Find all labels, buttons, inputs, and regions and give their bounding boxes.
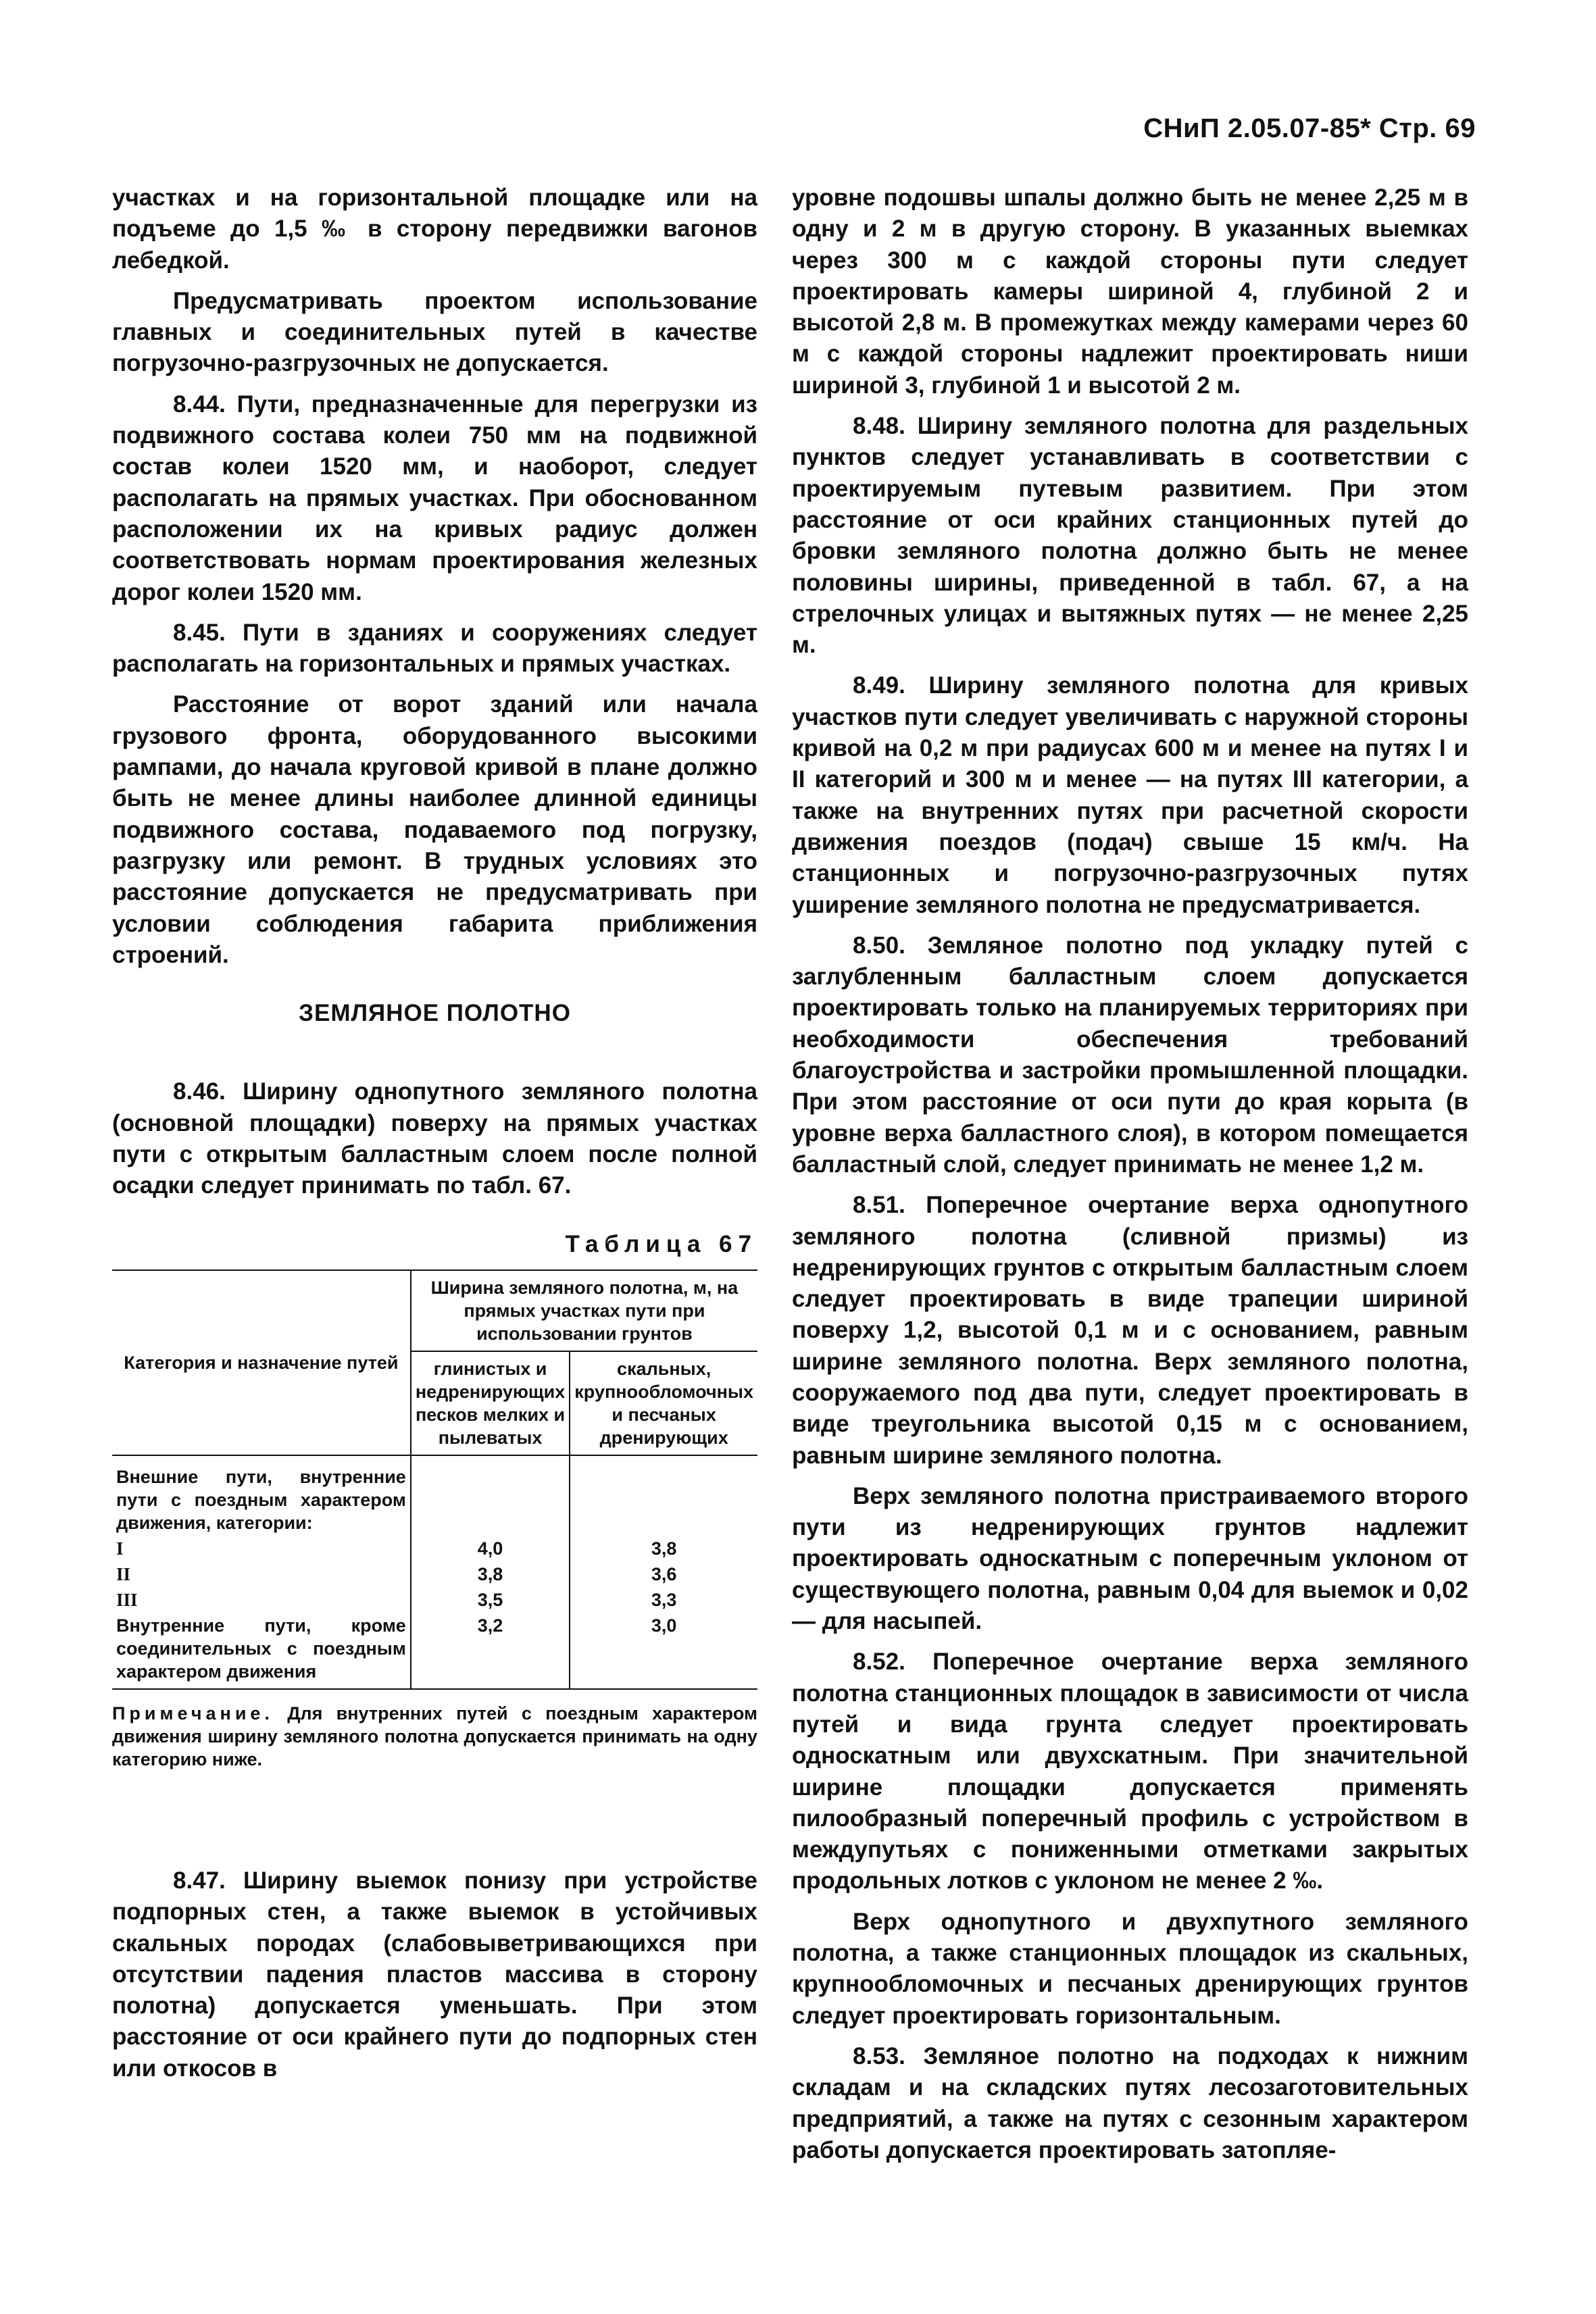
- section-text: Пути, предназначенные для перегрузки из подвижного состава колеи 750 мм на подвижной состав колеи 1520 мм, и наоборот, следует располагать на прямых участках. При обоснованном расположении их на кривых радиус должен соответствовать нормам проектирования железных дорог колеи 1520 мм.: [112, 391, 757, 605]
- table-cell: 3,5: [411, 1587, 570, 1613]
- section-number: 8.45.: [173, 619, 226, 646]
- table-cell: 3,2: [411, 1613, 570, 1689]
- table-cell-label: Внутренние пути, кроме соединительных с поездным характером движения: [116, 1615, 406, 1682]
- section-8-45: [112, 618, 757, 680]
- table-row: [112, 1613, 757, 1689]
- table-cell: 3,8: [411, 1561, 570, 1587]
- left-column: [112, 182, 757, 2094]
- section-8-51: [792, 1190, 1468, 1472]
- table-cell: 3,6: [570, 1561, 757, 1587]
- table-header-group: Ширина земляного полотна, м, на прямых участках пути при использовании грунтов: [411, 1270, 757, 1351]
- running-head: СНиП 2.05.07-85* Стр. 69: [1143, 114, 1476, 143]
- table-note: [112, 1702, 757, 1771]
- table-row-group-label: Внешние пути, внутренние пути с поездным характером движения, категории:: [116, 1466, 406, 1533]
- section-8-52: [792, 1646, 1468, 1896]
- note-label: Примечание.: [112, 1703, 274, 1724]
- table-subheader-2: скальных, крупнообломочных и песчаных дренирующих: [570, 1351, 757, 1455]
- table-cell-label: III: [116, 1589, 138, 1610]
- table-cell: 4,0: [411, 1536, 570, 1561]
- table-cell: 3,8: [570, 1536, 757, 1561]
- section-text: Ширину выемок понизу при устройстве подпорных стен, а также выемок в устойчивых скальных породах (слабовыветривающихся при отсутствии падения пластов массива в сторону полотна) допускается уменьшать. При этом расстояние от оси крайнего пути до подпорных стен или откосов в: [112, 1867, 757, 2082]
- section-number: 8.47.: [173, 1867, 226, 1894]
- section-number: 8.50.: [853, 932, 905, 959]
- section-8-50: [792, 930, 1468, 1180]
- table-67: [112, 1269, 757, 1690]
- section-8-47: [112, 1865, 757, 2084]
- paragraph: Верх земляного полотна пристраиваемого второго пути из недренирующих грунтов надлежит проектировать односкатным с поперечным уклоном от существующего полотна, равным 0,04 для выемок и 0,02 — для насыпей.: [792, 1482, 1468, 1635]
- table-row: [112, 1561, 757, 1587]
- paragraph: Предусматривать проектом использование главных и соединительных путей в качестве погрузочно-разгрузочных не допускается.: [112, 287, 757, 377]
- section-number: 8.53.: [853, 2042, 905, 2069]
- note-text: Для внутренних путей с поездным характером движения ширину земляного полотна допускается принимать на одну категорию ниже.: [112, 1703, 757, 1769]
- section-number: 8.44.: [173, 391, 226, 418]
- section-number: 8.46.: [173, 1078, 226, 1105]
- table-subheader-1: глинистых и недренирующих песков мелких и пылеватых: [411, 1351, 570, 1455]
- section-8-49: [792, 670, 1468, 920]
- table-cell-label: I: [116, 1538, 124, 1559]
- table-row: [112, 1536, 757, 1561]
- section-text: Поперечное очертание верха однопутного земляного полотна (сливной призмы) из недренирующих грунтов с открытым балластным слоем следует проектировать в виде трапеции шириной поверху 1,2, высотой 0,1 м и с основанием, равным ширине земляного полотна. Верх земляного полотна, сооружаемого под два пути, следует проектировать в виде треугольника высотой 0,15 м с основанием, равным ширине земляного полотна.: [792, 1192, 1468, 1469]
- section-text: Земляное полотно на подходах к нижним складам и на складских путях лесозаготовительных предприятий, а также на путях с сезонным характером работы допускается проектировать затопляе-: [792, 2042, 1468, 2163]
- section-text: Пути в зданиях и сооружениях следует располагать на горизонтальных и прямых участках.: [112, 619, 757, 678]
- section-number: 8.52.: [853, 1649, 905, 1676]
- paragraph-continuation: уровне подошвы шпалы должно быть не менее 2,25 м в одну и 2 м в другую сторону. В указанных выемках через 300 м с каждой стороны пути следует проектировать камеры шириной 4, глубиной 2 и высотой 2,8 м. В промежутках между камерами через 60 м с каждой стороны надлежит проектировать ниши шириной 3, глубиной 1 и высотой 2 м.: [792, 184, 1468, 399]
- section-text: Ширину однопутного земляного полотна (основной площадки) поверху на прямых участках пути с открытым балластным слоем после полной осадки следует принимать по табл. 67.: [112, 1078, 757, 1199]
- table-cell: 3,3: [570, 1587, 757, 1613]
- section-text: Поперечное очертание верха земляного полотна станционных площадок в зависимости от числа путей и вида грунта следует проектировать односкатным или двухскатным. При значительной ширине площадки допускается применять пилообразный поперечный профиль с устройством в междупутьях с пониженными отметками закрытых продольных лотков с уклоном не менее 2 ‰.: [792, 1649, 1468, 1894]
- table-row: [112, 1587, 757, 1613]
- section-8-44: [112, 389, 757, 608]
- section-8-53: [792, 2041, 1468, 2166]
- paragraph: Верх однопутного и двухпутного земляного полотна, а также станционных площадок из скальных, крупнообломочных и песчаных дренирующих грунтов следует проектировать горизонтальным.: [792, 1908, 1468, 2029]
- right-column: [792, 182, 1468, 2175]
- section-heading: ЗЕМЛЯНОЕ ПОЛОТНО: [299, 1000, 571, 1027]
- table-cell: 3,0: [570, 1613, 757, 1689]
- table-caption: Таблица 67: [565, 1230, 757, 1257]
- table-cell-label: II: [116, 1563, 131, 1584]
- section-number: 8.49.: [853, 672, 905, 699]
- paragraph-continuation: участках и на горизонтальной площадке или на подъеме до 1,5 ‰ в сторону передвижки вагонов лебедкой.: [112, 184, 757, 274]
- section-number: 8.51.: [853, 1192, 905, 1219]
- section-text: Ширину земляного полотна для кривых участков пути следует увеличивать с наружной стороны кривой на 0,2 м при радиусах 600 м и менее на путях I и II категорий и 300 м и менее — на путях III категории, а также на внутренних путях при расчетной скорости движения поездов (подач) свыше 15 км/ч. На станционных и погрузочно-разгрузочных путях уширение земляного полотна не предусматривается.: [792, 672, 1468, 918]
- table-header-category: Категория и назначение путей: [124, 1352, 399, 1373]
- section-8-48: [792, 411, 1468, 661]
- section-text: Земляное полотно под укладку путей с заглубленным балластным слоем допускается проектировать только на планируемых территориях при необходимости обеспечения требований благоустройства и застройки промышленной площадки. При этом расстояние от оси пути до края корыта (в уровне верха балластного слоя), в котором помещается балластный слой, следует принимать не менее 1,2 м.: [792, 932, 1468, 1178]
- section-number: 8.48.: [853, 413, 905, 440]
- section-8-46: [112, 1076, 757, 1201]
- paragraph: Расстояние от ворот зданий или начала грузового фронта, оборудованного высокими рампами, до начала круговой кривой в плане должно быть не менее длины наиболее длинной единицы подвижного состава, подаваемого под погрузку, разгрузку или ремонт. В трудных условиях это расстояние допускается не предусматривать при условии соблюдения габарита приближения строений.: [112, 691, 757, 968]
- section-text: Ширину земляного полотна для раздельных пунктов следует устанавливать в соответствии с проектируемым путевым развитием. При этом расстояние от оси крайних станционных путей до бровки земляного полотна должно быть не менее половины ширины, приведенной в табл. 67, а на стрелочных улицах и вытяжных путях — не менее 2,25 м.: [792, 413, 1468, 659]
